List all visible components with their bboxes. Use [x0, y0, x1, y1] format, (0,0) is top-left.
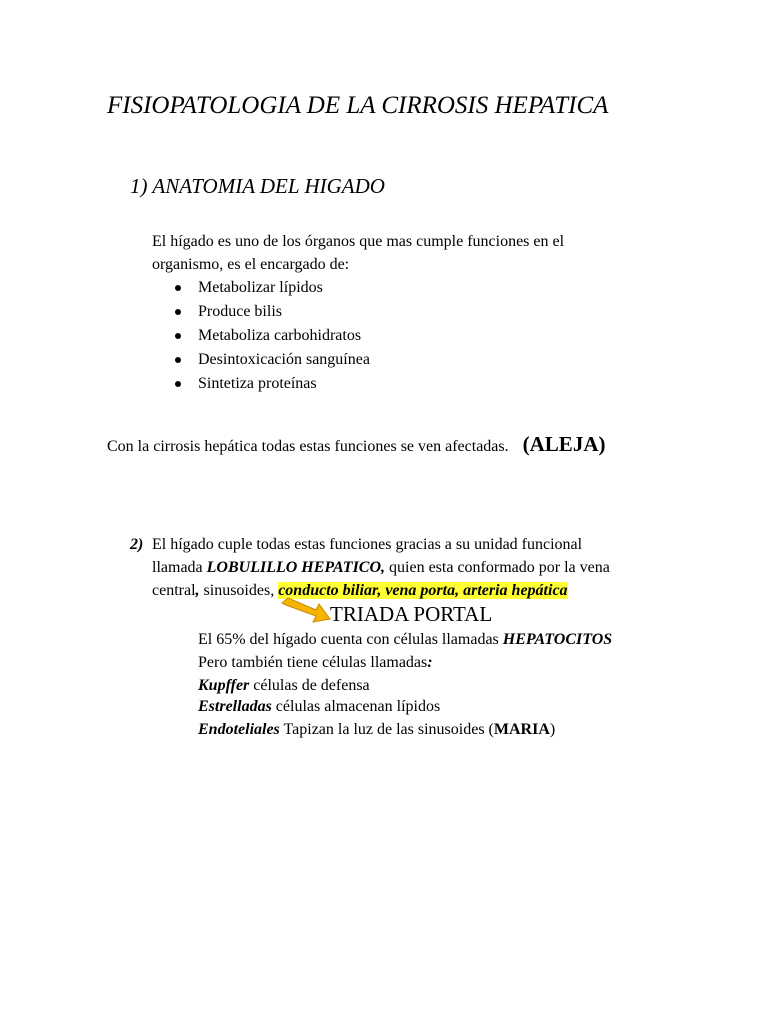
bullet-icon [175, 285, 181, 291]
celulas-prefix: Pero también tiene células llamadas [198, 654, 428, 671]
cell-type-name: Estrelladas [198, 698, 272, 715]
author-maria: MARIA [493, 721, 550, 738]
lobulillo-hepatico: LOBULILLO HEPATICO, [206, 559, 386, 576]
cell-type-desc: células de defensa [249, 677, 370, 694]
cell-type-estrelladas [198, 695, 440, 719]
author-aleja: (ALEJA) [522, 432, 606, 456]
list-item-text: Metabolizar lípidos [198, 279, 323, 296]
line3-middle: sinusoides, [199, 582, 279, 599]
bullet-icon [175, 333, 181, 339]
author-paren-open: ( [488, 721, 494, 738]
section2-line2 [152, 556, 610, 580]
cell-type-desc: células almacenan lípidos [271, 698, 441, 715]
list-item-text: Metaboliza carbohidratos [198, 327, 362, 344]
section1-conclusion [107, 432, 605, 459]
bullet-icon [175, 309, 181, 315]
section1-intro-line2: organismo, es el encargado de: [152, 256, 350, 273]
section2-line3 [152, 579, 568, 603]
section2-number: 2) [130, 536, 144, 553]
bullet-icon [175, 357, 181, 363]
line3-prefix: central [152, 582, 196, 599]
list-item-text: Produce bilis [198, 303, 282, 320]
cell-type-name: Endoteliales [198, 721, 280, 738]
section1-heading: 1) ANATOMIA DEL HIGADO [130, 174, 385, 198]
list-item-text: Desintoxicación sanguínea [198, 351, 370, 368]
celulas-line [198, 651, 433, 675]
line2-prefix: llamada [152, 559, 207, 576]
line2-suffix: quien esta conformado por la vena [385, 559, 610, 576]
section2-line1: El hígado cuple todas estas funciones gracias a su unidad funcional [152, 536, 583, 553]
triada-portal-label: TRIADA PORTAL [330, 602, 493, 626]
hepatocitos-line [198, 628, 612, 652]
line3-comma: , [195, 582, 200, 599]
document-title: FISIOPATOLOGIA DE LA CIRROSIS HEPATICA [107, 92, 609, 119]
author-paren-close: ) [549, 721, 556, 738]
highlighted-structures: conducto biliar, vena porta, arteria hepática [278, 582, 568, 599]
hepatocitos-prefix: El 65% del hígado cuenta con células llamadas [198, 631, 503, 648]
cell-type-endoteliales [198, 718, 555, 742]
list-item-text: Sintetiza proteínas [198, 375, 317, 392]
conclusion-text: Con la cirrosis hepática todas estas funciones se ven afectadas. [107, 438, 509, 455]
cell-type-desc: Tapizan la luz de las sinusoides [279, 721, 489, 738]
celulas-colon: : [427, 654, 433, 671]
bullet-icon [175, 381, 181, 387]
hepatocitos-term: HEPATOCITOS [502, 631, 613, 648]
section1-intro-line1: El hígado es uno de los órganos que mas cumple funciones en el [152, 233, 565, 250]
arrow-icon [280, 597, 334, 627]
cell-type-name: Kupffer [198, 677, 250, 694]
